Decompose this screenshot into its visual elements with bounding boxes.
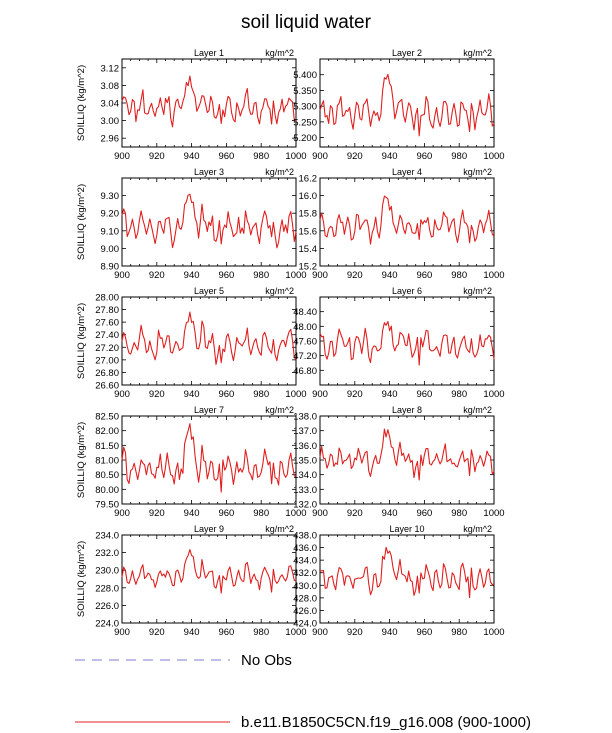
x-tick-label: 980 — [451, 151, 468, 162]
x-tick-label: 960 — [416, 508, 433, 519]
y-axis-label: SOILLIQ (kg/m^2) — [76, 183, 87, 261]
series-line — [320, 74, 494, 135]
x-tick-label: 980 — [451, 389, 468, 400]
y-tick-label: 9.30 — [100, 191, 119, 203]
x-tick-label: 900 — [312, 151, 328, 162]
x-tick-label: 940 — [381, 389, 398, 400]
x-tick-label: 900 — [312, 389, 328, 400]
x-tick-label: 960 — [218, 627, 235, 638]
y-tick-label: 134.0 — [293, 470, 317, 482]
x-tick-label: 1000 — [285, 508, 307, 519]
x-tick-label: 920 — [148, 151, 165, 162]
y-tick-label: 15.6 — [298, 226, 317, 238]
y-tick-label: 27.60 — [95, 317, 119, 329]
series-line — [122, 194, 296, 247]
x-tick-label: 940 — [381, 270, 398, 281]
x-tick-label: 940 — [183, 627, 200, 638]
panel-5 — [76, 286, 307, 400]
x-tick-label: 980 — [253, 151, 270, 162]
x-tick-label: 960 — [416, 627, 433, 638]
y-tick-label: 434.0 — [293, 555, 317, 567]
panel-units: kg/m^2 — [463, 167, 492, 177]
y-tick-label: 81.50 — [95, 440, 119, 452]
x-tick-label: 960 — [218, 389, 235, 400]
panel-title: Layer 8 — [391, 405, 423, 415]
panel-9 — [76, 524, 307, 638]
y-tick-label: 47.20 — [293, 351, 317, 363]
y-tick-label: 79.50 — [95, 499, 119, 511]
x-tick-label: 940 — [183, 270, 200, 281]
y-tick-label: 230.0 — [95, 565, 119, 577]
panel-4 — [299, 167, 505, 281]
panel-units: kg/m^2 — [265, 167, 294, 177]
y-tick-label: 81.00 — [95, 455, 119, 467]
x-tick-label: 940 — [183, 389, 200, 400]
y-axis-label: SOILLIQ (kg/m^2) — [76, 421, 87, 499]
panel-title: Layer 9 — [193, 524, 225, 534]
x-tick-label: 900 — [114, 270, 130, 281]
y-tick-label: 5.350 — [293, 85, 317, 97]
y-tick-label: 27.20 — [95, 342, 119, 354]
panel-2 — [293, 48, 504, 162]
panel-units: kg/m^2 — [265, 286, 294, 296]
panel-title: Layer 6 — [391, 286, 423, 296]
x-tick-label: 940 — [381, 508, 398, 519]
panel-units: kg/m^2 — [265, 48, 294, 58]
x-tick-label: 940 — [381, 627, 398, 638]
panels — [76, 48, 505, 638]
x-tick-label: 920 — [148, 389, 165, 400]
y-tick-label: 26.80 — [95, 367, 119, 379]
plot-frame — [320, 59, 494, 147]
x-tick-label: 900 — [114, 389, 130, 400]
y-tick-label: 80.50 — [95, 470, 119, 482]
y-tick-label: 3.08 — [100, 80, 119, 92]
y-tick-label: 430.0 — [293, 580, 317, 592]
y-tick-label: 82.50 — [95, 411, 119, 423]
x-tick-label: 960 — [218, 151, 235, 162]
x-tick-label: 940 — [381, 151, 398, 162]
legend — [75, 652, 531, 731]
panel-units: kg/m^2 — [463, 405, 492, 415]
y-axis-label: SOILLIQ (kg/m^2) — [76, 540, 87, 618]
x-tick-label: 900 — [114, 627, 130, 638]
y-tick-label: 16.2 — [298, 173, 317, 185]
y-tick-label: 137.0 — [293, 426, 317, 438]
y-tick-label: 133.0 — [293, 484, 317, 496]
y-tick-label: 224.0 — [95, 618, 119, 630]
x-tick-label: 980 — [451, 508, 468, 519]
panel-title: Layer 4 — [391, 167, 423, 177]
x-tick-label: 980 — [451, 627, 468, 638]
y-tick-label: 3.04 — [100, 98, 119, 110]
y-tick-label: 27.80 — [95, 305, 119, 317]
x-tick-label: 920 — [148, 270, 165, 281]
y-tick-label: 3.12 — [100, 63, 119, 75]
x-tick-label: 900 — [114, 151, 130, 162]
x-tick-label: 1000 — [483, 627, 505, 638]
x-tick-label: 980 — [451, 270, 468, 281]
plot-frame — [320, 178, 494, 266]
y-tick-label: 8.90 — [100, 261, 119, 273]
y-tick-label: 27.40 — [95, 330, 119, 342]
series-line — [320, 429, 494, 480]
y-tick-label: 5.200 — [293, 133, 317, 145]
y-tick-label: 15.4 — [298, 243, 317, 255]
x-tick-label: 920 — [148, 627, 165, 638]
x-tick-label: 920 — [346, 151, 363, 162]
series-line — [122, 424, 296, 492]
y-axis-label: SOILLIQ (kg/m^2) — [76, 302, 87, 380]
x-tick-label: 980 — [253, 508, 270, 519]
panel-units: kg/m^2 — [265, 524, 294, 534]
panel-title: Layer 1 — [193, 48, 225, 58]
panel-7 — [76, 405, 307, 519]
plot-frame — [320, 297, 494, 385]
y-tick-label: 48.00 — [293, 321, 317, 333]
x-tick-label: 900 — [114, 508, 130, 519]
plot-frame — [122, 416, 296, 504]
legend-no-obs-label: No Obs — [241, 652, 292, 669]
y-tick-label: 27.00 — [95, 355, 119, 367]
panel-units: kg/m^2 — [265, 405, 294, 415]
panel-title: Layer 10 — [389, 524, 425, 534]
series-line — [122, 76, 296, 127]
x-tick-label: 1000 — [483, 508, 505, 519]
y-tick-label: 15.2 — [298, 261, 317, 273]
x-tick-label: 960 — [416, 151, 433, 162]
legend-model-label: b.e11.B1850C5CN.f19_g16.008 (900-1000) — [241, 714, 531, 731]
x-tick-label: 1000 — [285, 627, 307, 638]
x-tick-label: 1000 — [285, 270, 307, 281]
y-tick-label: 48.40 — [293, 307, 317, 319]
panel-3 — [76, 167, 307, 281]
y-tick-label: 82.00 — [95, 426, 119, 438]
panel-1 — [76, 48, 307, 162]
y-tick-label: 436.0 — [293, 543, 317, 555]
y-tick-label: 2.96 — [100, 133, 119, 145]
y-tick-label: 234.0 — [95, 530, 119, 542]
y-tick-label: 132.0 — [293, 499, 317, 511]
y-tick-label: 47.60 — [293, 336, 317, 348]
y-tick-label: 26.60 — [95, 380, 119, 392]
x-tick-label: 920 — [346, 270, 363, 281]
y-tick-label: 432.0 — [293, 568, 317, 580]
panel-title: Layer 2 — [391, 48, 423, 58]
panel-10 — [293, 524, 504, 638]
x-tick-label: 960 — [218, 508, 235, 519]
x-tick-label: 960 — [416, 270, 433, 281]
x-tick-label: 940 — [183, 151, 200, 162]
x-tick-label: 940 — [183, 508, 200, 519]
x-tick-label: 980 — [253, 270, 270, 281]
x-tick-label: 980 — [253, 627, 270, 638]
panel-8 — [293, 405, 504, 519]
x-tick-label: 900 — [312, 627, 328, 638]
y-tick-label: 226.0 — [95, 600, 119, 612]
series-line — [122, 312, 296, 364]
x-tick-label: 920 — [346, 389, 363, 400]
y-tick-label: 16.0 — [298, 191, 317, 203]
y-tick-label: 135.0 — [293, 455, 317, 467]
x-tick-label: 900 — [312, 270, 328, 281]
series-line — [122, 550, 296, 594]
series-line — [320, 322, 494, 366]
series-line — [320, 547, 494, 597]
panel-6 — [293, 286, 504, 400]
x-tick-label: 1000 — [483, 270, 505, 281]
y-tick-label: 28.00 — [95, 292, 119, 304]
y-tick-label: 138.0 — [293, 411, 317, 423]
y-tick-label: 9.10 — [100, 226, 119, 238]
panel-units: kg/m^2 — [463, 524, 492, 534]
x-tick-label: 960 — [218, 270, 235, 281]
y-tick-label: 232.0 — [95, 548, 119, 560]
y-tick-label: 438.0 — [293, 530, 317, 542]
y-tick-label: 5.250 — [293, 117, 317, 129]
y-tick-label: 80.00 — [95, 484, 119, 496]
y-tick-label: 424.0 — [293, 618, 317, 630]
x-tick-label: 920 — [148, 508, 165, 519]
y-tick-label: 428.0 — [293, 593, 317, 605]
y-tick-label: 46.80 — [293, 365, 317, 377]
x-tick-label: 1000 — [483, 389, 505, 400]
x-tick-label: 1000 — [483, 151, 505, 162]
y-tick-label: 9.20 — [100, 208, 119, 220]
y-tick-label: 426.0 — [293, 605, 317, 617]
y-tick-label: 15.8 — [298, 208, 317, 220]
plot-frame — [122, 59, 296, 147]
x-tick-label: 1000 — [285, 389, 307, 400]
panel-units: kg/m^2 — [463, 48, 492, 58]
y-tick-label: 9.00 — [100, 243, 119, 255]
x-tick-label: 1000 — [285, 151, 307, 162]
series-line — [320, 196, 494, 244]
y-tick-label: 3.00 — [100, 116, 119, 128]
panel-title: Layer 3 — [193, 167, 225, 177]
panel-units: kg/m^2 — [463, 286, 492, 296]
panel-title: Layer 5 — [193, 286, 225, 296]
figure-title: soil liquid water — [241, 12, 371, 33]
x-tick-label: 920 — [346, 627, 363, 638]
y-tick-label: 5.300 — [293, 101, 317, 113]
panel-title: Layer 7 — [193, 405, 225, 415]
x-tick-label: 960 — [416, 389, 433, 400]
x-tick-label: 980 — [253, 389, 270, 400]
x-tick-label: 900 — [312, 508, 328, 519]
y-axis-label: SOILLIQ (kg/m^2) — [76, 64, 87, 142]
y-tick-label: 5.400 — [293, 70, 317, 82]
y-tick-label: 136.0 — [293, 440, 317, 452]
y-tick-label: 228.0 — [95, 583, 119, 595]
x-tick-label: 920 — [346, 508, 363, 519]
